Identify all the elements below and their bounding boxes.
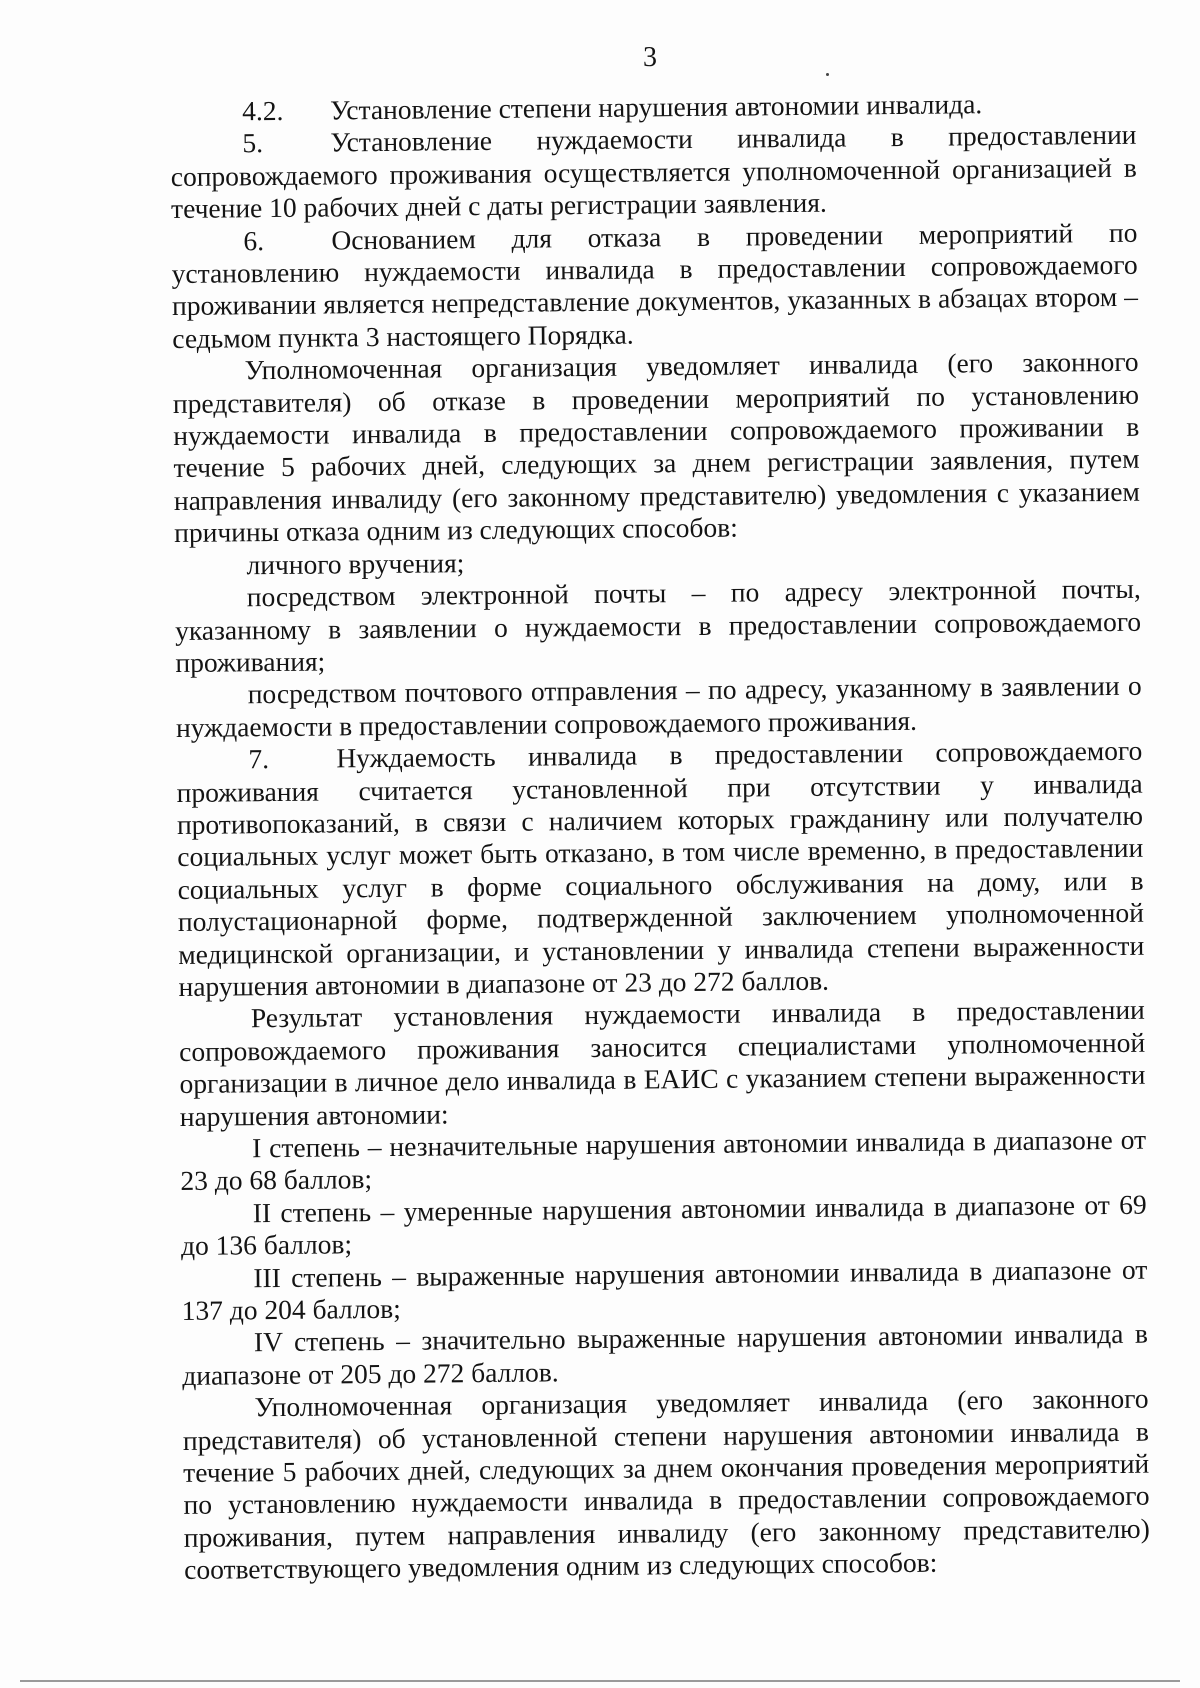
paragraph-refusal-notice: Уполномоченная организация уведомляет инвалида (его законного представителя) об отказе в проведении мероприятий по установлению нуждаемости инвалида в предоставлении сопровождаемого проживании в течение 5 рабочих дней, следующих за днем регистрации заявления, путем направления инвалиду (его законному представителю) уведомления с указанием причины отказа одним из следующих способов:	[172, 345, 1140, 549]
paragraph-degree-notice: Уполномоченная организация уведомляет инвалида (его законного представителя) об установленной степени нарушения автономии инвалида в течение 5 рабочих дней, следующих за днем окончания проведения мероприятий по установлению нуждаемости инвалида в предоставлении сопровождаемого проживания, путем направления инвалиду (его законному представителю) соответствующего уведомления одним из следующих способов:	[182, 1382, 1150, 1586]
paragraph-personal-delivery: личного вручения;	[246, 546, 465, 580]
paragraph-text: Нуждаемость инвалида в предоставлении сопровождаемого проживания считается установленной при отсутствии у инвалида противопоказаний, в связи с наличием которых гражданину или получателю социальных услуг может быть отказано, в том числе временно, в предоставлении социальных услуг в форме социального обслуживания на дому, или в полустационарной форме, подтвержденной заключением уполномоченной медицинской организации, и установлении у инвалида степени выраженности нарушения автономии в диапазоне от 23 до 272 баллов.	[176, 734, 1145, 1002]
paragraph-6	[171, 216, 1138, 355]
document-body	[170, 87, 1150, 1587]
scan-edge-line	[20, 1680, 1180, 1682]
paragraph-postal: посредством почтового отправления – по адресу, указанному в заявлении о нуждаемости в предоставлении сопровождаемого проживания.	[175, 670, 1142, 743]
paragraph-degree-2: II степень – умеренные нарушения автономии инвалида в диапазоне от 69 до 136 баллов;	[180, 1188, 1147, 1262]
paragraph-email: посредством электронной почты – по адресу электронной почты, указанному в заявлении о нуждаемости в предоставлении сопровождаемого проживания;	[174, 572, 1142, 678]
paragraph-number: 4.2.	[241, 94, 284, 127]
paragraph-number: 5.	[242, 127, 264, 159]
paragraph-number: 7.	[248, 743, 270, 775]
paragraph-degree-4: IV степень – значительно выраженные нарушения автономии инвалида в диапазоне от 205 до 272 баллов.	[182, 1318, 1149, 1391]
paragraph-7	[176, 735, 1144, 1004]
page-number: 3	[643, 42, 657, 73]
scan-speck	[826, 73, 829, 76]
paragraph-degree-3: III степень – выраженные нарушения автономии инвалида в диапазоне от 137 до 204 баллов;	[181, 1253, 1148, 1326]
paragraph-text: Установление нуждаемости инвалида в предоставлении сопровождаемого проживания осуществляется уполномоченной организацией в течение 10 рабочих дней с даты регистрации заявления.	[170, 119, 1137, 225]
paragraph-5	[170, 119, 1137, 225]
paragraph-text: Основанием для отказа в проведении мероприятий по установлению нуждаемости инвалида в предоставлении сопровождаемого проживании является непредставление документов, указанных в абзацах втором – седьмом пункта 3 настоящего Порядка.	[171, 216, 1139, 354]
paragraph-degree-1: I степень – незначительные нарушения автономии инвалида в диапазоне от 23 до 68 баллов;	[180, 1123, 1147, 1197]
paragraph-number: 6.	[243, 224, 265, 256]
paragraph-result: Результат установления нуждаемости инвалида в предоставлении сопровождаемого проживания заносится специалистами уполномоченной организации в личное дело инвалида в ЕАИС с указанием степени выраженности нарушения автономии:	[179, 994, 1146, 1132]
paragraph-text: Установление степени нарушения автономии инвалида.	[329, 88, 983, 126]
